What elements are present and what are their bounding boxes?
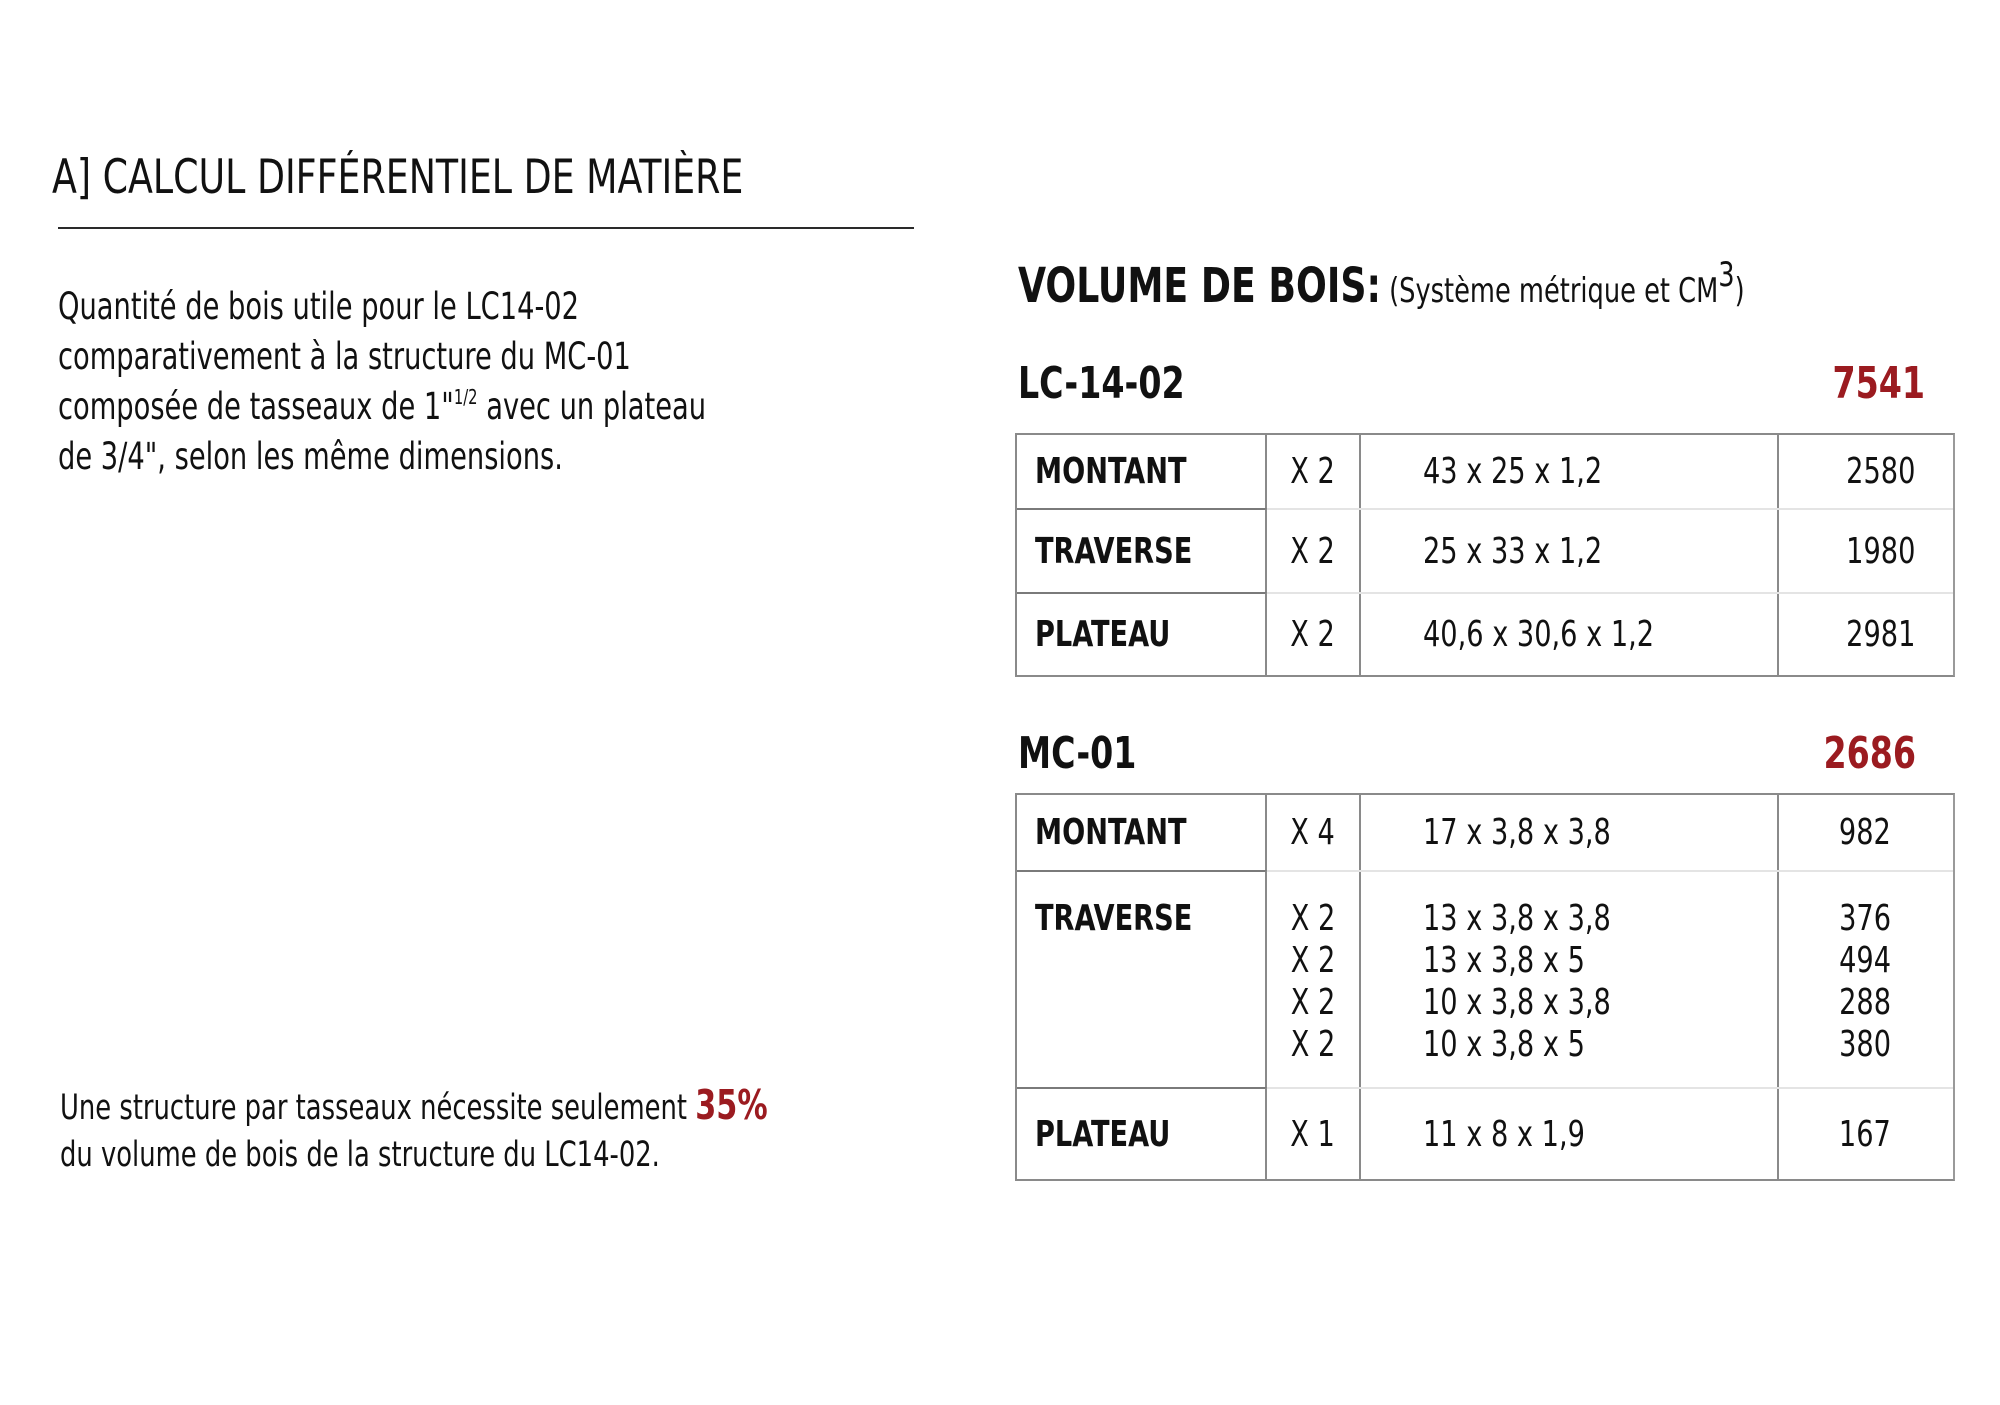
model-name-lc-14-02: LC-14-02 xyxy=(1018,358,1185,409)
intro-line: composée de tasseaux de 1" xyxy=(58,385,454,428)
table-row xyxy=(1017,1087,1953,1179)
quantity: X 2 xyxy=(1290,530,1336,572)
volume-table-lc-14-02 xyxy=(1015,433,1955,677)
volume-value: 380 xyxy=(1839,1024,1891,1065)
quantity: X 4 xyxy=(1290,812,1336,853)
quantity: X 1 xyxy=(1290,1113,1336,1155)
table-row xyxy=(1017,870,1953,1087)
part-label: PLATEAU xyxy=(1035,1113,1171,1155)
intro-line: avec un plateau xyxy=(477,385,707,428)
volume-heading-label: VOLUME DE BOIS: xyxy=(1018,258,1381,314)
volume-heading xyxy=(1018,255,1745,314)
quantity: X 2 xyxy=(1290,1024,1336,1065)
part-label: MONTANT xyxy=(1035,451,1187,492)
volume-value: 288 xyxy=(1839,982,1891,1023)
dimensions: 13 x 3,8 x 5 xyxy=(1423,940,1585,981)
dimensions: 17 x 3,8 x 3,8 xyxy=(1423,812,1611,853)
part-label: TRAVERSE xyxy=(1035,530,1193,572)
volume-value: 376 xyxy=(1839,898,1891,939)
volume-value: 494 xyxy=(1839,940,1891,981)
intro-paragraph xyxy=(58,282,919,482)
dimensions: 43 x 25 x 1,2 xyxy=(1423,451,1603,492)
table-row xyxy=(1017,795,1953,870)
quantity: X 2 xyxy=(1290,451,1336,492)
section-title: A] CALCUL DIFFÉRENTIEL DE MATIÈRE xyxy=(52,150,744,205)
model-total-mc-01: 2686 xyxy=(1823,728,1916,779)
volume-value: 2981 xyxy=(1845,614,1915,655)
part-label: PLATEAU xyxy=(1035,614,1171,655)
dimensions: 40,6 x 30,6 x 1,2 xyxy=(1423,614,1655,655)
model-total-lc-14-02: 7541 xyxy=(1832,358,1925,409)
intro-line: Quantité de bois utile pour le LC14-02 xyxy=(58,285,580,328)
volume-table-mc-01 xyxy=(1015,793,1955,1181)
table-row xyxy=(1017,592,1953,675)
volume-value: 1980 xyxy=(1845,530,1915,572)
quantity: X 2 xyxy=(1290,940,1336,981)
table-row xyxy=(1017,435,1953,508)
volume-value: 982 xyxy=(1839,812,1891,853)
conclusion-text: Une structure par tasseaux nécessite seulement xyxy=(60,1088,696,1128)
intro-line: de 3/4", selon les même dimensions. xyxy=(58,435,563,478)
table-row xyxy=(1017,508,1953,592)
quantity: X 2 xyxy=(1290,614,1336,655)
dimensions: 25 x 33 x 1,2 xyxy=(1423,530,1603,572)
dimensions: 10 x 3,8 x 3,8 xyxy=(1423,982,1611,1023)
part-label: MONTANT xyxy=(1035,812,1187,853)
part-label: TRAVERSE xyxy=(1035,898,1193,939)
dimensions: 13 x 3,8 x 3,8 xyxy=(1423,898,1611,939)
quantity: X 2 xyxy=(1290,982,1336,1023)
conclusion-paragraph xyxy=(60,1082,1003,1179)
intro-line: comparativement à la structure du MC-01 xyxy=(58,335,631,378)
quantity: X 2 xyxy=(1290,898,1336,939)
dimensions: 11 x 8 x 1,9 xyxy=(1423,1113,1585,1155)
unit-superscript: 3 xyxy=(1718,255,1735,295)
unit-note: (Système métrique et CM xyxy=(1380,271,1719,311)
model-name-mc-01: MC-01 xyxy=(1018,728,1137,779)
title-divider xyxy=(58,227,914,229)
volume-value: 167 xyxy=(1839,1113,1891,1155)
conclusion-text: du volume de bois de la structure du LC14-02. xyxy=(60,1135,660,1175)
unit-note-close: ) xyxy=(1734,271,1745,311)
percentage-highlight: 35% xyxy=(695,1081,768,1129)
volume-value: 2580 xyxy=(1845,451,1915,492)
dimensions: 10 x 3,8 x 5 xyxy=(1423,1024,1585,1065)
fraction-superscript: 1/2 xyxy=(453,385,478,409)
